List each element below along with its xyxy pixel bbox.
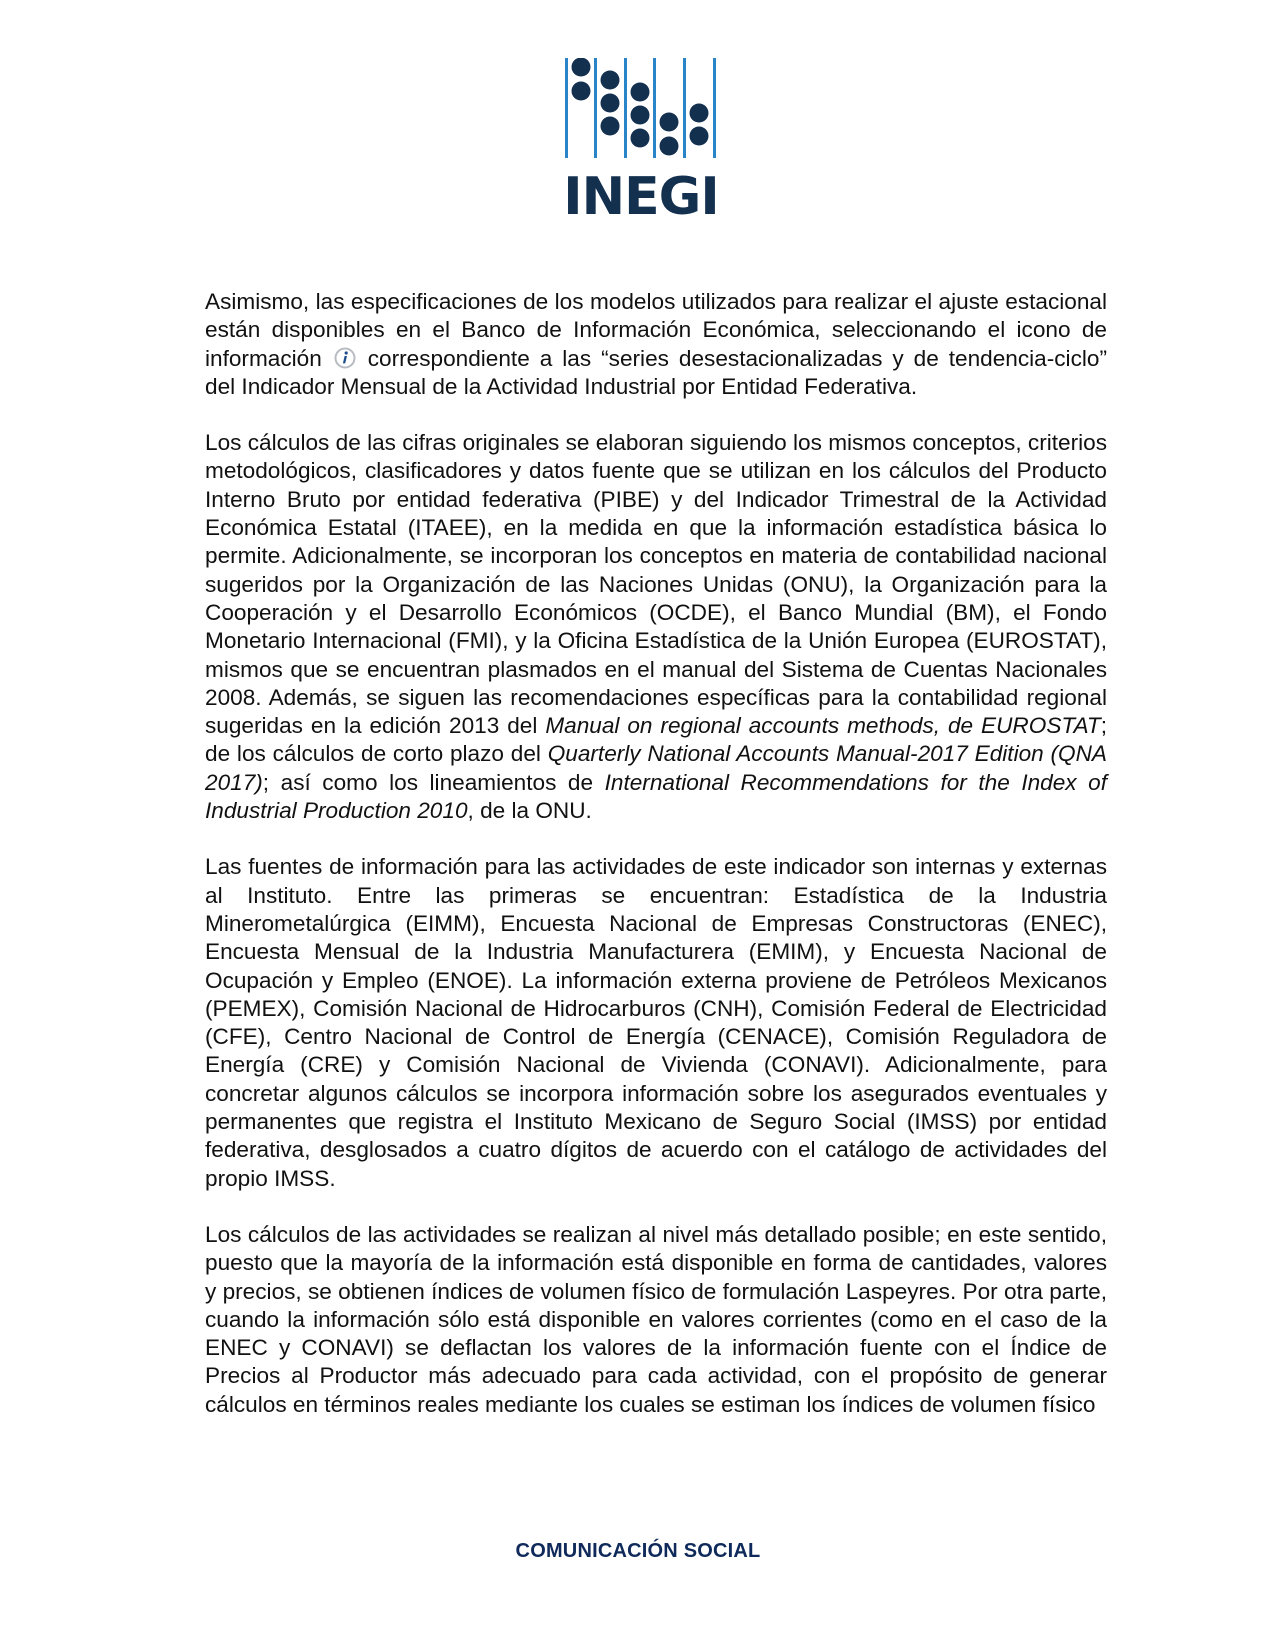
citation-qna-2017: Quarterly National Accounts Manual-2017 Edition (QNA 2017) xyxy=(205,741,1107,795)
citation-eurostat-manual: Manual on regional accounts methods, de EUROSTAT xyxy=(545,713,1101,739)
paragraph-methodology xyxy=(205,429,1107,825)
paragraph-seasonal-adjustment xyxy=(205,288,1107,401)
document-body xyxy=(205,288,1107,1447)
paragraph-text: correspondiente a las “series desestacionalizadas y de tendencia-ciclo” del Indicador Mensual de la Actividad Industrial por Entidad Federativa. xyxy=(205,345,1107,399)
footer-comunicacion-social: COMUNICACIÓN SOCIAL xyxy=(515,1540,761,1562)
inegi-logo xyxy=(563,58,723,220)
paragraph-text: Asimismo, las especificaciones de los modelos utilizados para realizar el ajuste estacional están disponibles en el Banco de Información Económica, seleccionando el icono de información xyxy=(205,289,1107,371)
paragraph-information-sources xyxy=(205,853,1107,1193)
paragraph-text: Los cálculos de las actividades se realizan al nivel más detallado posible; en este sentido, puesto que la mayoría de la información está disponible en forma de cantidades, valores y precios, se obtienen índices de volumen físico de formulación Laspeyres. Por otra parte, cuando la información sólo está disponible en valores corrientes (como en el caso de la ENEC y CONAVI) se deflactan los valores de la información fuente con el Índice de Precios al Productor más adecuado para cada actividad, con el propósito de generar cálculos en términos reales mediante los cuales se estiman los índices de volumen físico xyxy=(205,1221,1107,1417)
inegi-logo-icon xyxy=(563,58,723,220)
paragraph-text: ; así como los lineamientos de xyxy=(262,769,605,795)
paragraph-calculation-method xyxy=(205,1221,1107,1419)
info-icon[interactable] xyxy=(334,347,356,369)
svg-text:INEGI: INEGI xyxy=(563,167,719,220)
paragraph-text: ; de los cálculos de corto plazo del xyxy=(205,713,1107,767)
citation-iip-2010: International Recommendations for the Index of Industrial Production 2010 xyxy=(205,769,1107,824)
paragraph-text: Los cálculos de las cifras originales se elaboran siguiendo los mismos conceptos, criterios metodológicos, clasificadores y datos fuente que se utilizan en los cálculos del Producto Interno Bruto por entidad federativa (PIBE) y del Indicador Trimestral de la Actividad Económica Estatal (ITAEE), en la medida en que la información estadística básica lo permite. Adicionalmente, se incorporan los conceptos en materia de contabilidad nacional sugeridos por la Organización de las Naciones Unidas (ONU), la Organización para la Cooperación y el Desarrollo Económicos (OCDE), el Banco Mundial (BM), el Fondo Monetario Internacional (FMI), y la Oficina Estadística de la Unión Europea (EUROSTAT), mismos que se encuentran plasmados en el manual del Sistema de Cuentas Nacionales 2008. Además, se siguen las recomendaciones específicas para la contabilidad regional sugeridas en la edición 2013 del xyxy=(205,430,1107,739)
paragraph-text: , de la ONU. xyxy=(467,798,592,824)
paragraph-text: Las fuentes de información para las actividades de este indicador son internas y externas al Instituto. Entre las primeras se encuentran: Estadística de la Industria Minerometalúrgica (EIMM), Encuesta Nacional de Empresas Constructoras (ENEC), Encuesta Mensual de la Industria Manufacturera (EMIM), y Encuesta Nacional de Ocupación y Empleo (ENOE). La información externa proviene de Petróleos Mexicanos (PEMEX), Comisión Nacional de Hidrocarburos (CNH), Comisión Federal de Electricidad (CFE), Centro Nacional de Control de Energía (CENACE), Comisión Reguladora de Energía (CRE) y Comisión Nacional de Vivienda (CONAVI). Adicionalmente, para concretar algunos cálculos se incorpora información sobre los asegurados eventuales y permanentes que registra el Instituto Mexicano de Seguro Social (IMSS) por entidad federativa, desglosados a cuatro dígitos de acuerdo con el catálogo de actividades del propio IMSS. xyxy=(205,854,1107,1191)
